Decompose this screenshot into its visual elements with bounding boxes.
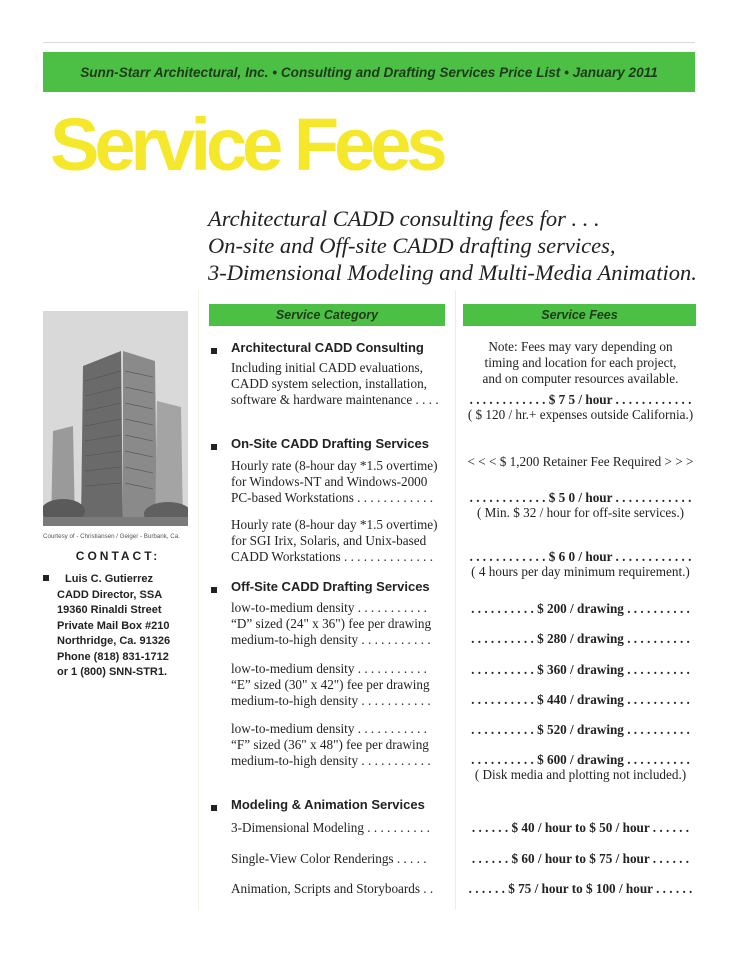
density-high: medium-to-high density . . . . . . . . . . . xyxy=(231,632,431,647)
contact-heading: CONTACT: xyxy=(75,549,161,563)
subtitle-line: On-site and Off-site CADD drafting services, xyxy=(208,233,616,258)
modeling-item-fee: . . . . . . $ 40 / hour to $ 50 / hour . . . . . . xyxy=(471,820,690,835)
contact-line: CADD Director, SSA xyxy=(57,588,163,601)
density-high: medium-to-high density . . . . . . . . . . . xyxy=(231,693,431,708)
header-banner: Sunn-Starr Architectural, Inc. • Consulting and Drafting Services Price List • January 2011 xyxy=(43,52,695,92)
consulting-description xyxy=(231,360,439,408)
column-divider xyxy=(455,290,456,910)
contact-line: Private Mail Box #210 xyxy=(57,619,170,632)
contact-line: 19360 Rinaldi Street xyxy=(57,604,162,616)
note-line: timing and location for each project, xyxy=(484,355,677,370)
description-line: Hourly rate (8-hour day *1.5 overtime) xyxy=(231,517,438,532)
description-line: Including initial CADD evaluations, xyxy=(231,360,423,375)
contact-phone: or 1 (800) SNN-STR1. xyxy=(57,666,168,678)
bullet-icon xyxy=(211,805,217,811)
animation-item-label: Animation, Scripts and Storyboards . . xyxy=(231,881,434,896)
section-heading-modeling: Modeling & Animation Services xyxy=(231,797,425,812)
photo-credit: Courtesy of - Christiansen / Geiger - Burbank, Ca. xyxy=(43,533,180,540)
modeling-item-label: 3-Dimensional Modeling . . . . . . . . . . xyxy=(231,820,430,835)
description-line: for SGI Irix, Solaris, and Unix-based xyxy=(231,533,427,548)
fee-f-high: . . . . . . . . . . $ 600 / drawing . . . . . . . . . . xyxy=(471,752,690,767)
onsite-pc-description xyxy=(231,458,438,506)
fee-e-high: . . . . . . . . . . $ 440 / drawing . . . . . . . . . . xyxy=(471,692,690,707)
contact-line: Northridge, Ca. 91326 xyxy=(57,635,171,647)
fee-e-low: . . . . . . . . . . $ 360 / drawing . . . . . . . . . . xyxy=(471,662,690,677)
fee-d-high: . . . . . . . . . . $ 280 / drawing . . . . . . . . . . xyxy=(471,631,690,646)
description-line: CADD system selection, installation, xyxy=(231,376,427,391)
fee-d-low: . . . . . . . . . . $ 200 / drawing . . . . . . . . . . xyxy=(471,601,690,616)
column-divider xyxy=(198,290,199,910)
fees-note xyxy=(463,339,698,387)
sheet-size: “E” sized (30" x 42") fee per drawing xyxy=(231,677,430,692)
note-line: Note: Fees may vary depending on xyxy=(488,339,673,354)
section-heading-onsite: On-Site CADD Drafting Services xyxy=(231,436,429,451)
animation-item-fee: . . . . . . $ 75 / hour to $ 100 / hour . . . . . . xyxy=(468,881,693,896)
description-line: CADD Workstations . . . . . . . . . . . . . . xyxy=(231,549,434,564)
section-heading-offsite: Off-Site CADD Drafting Services xyxy=(231,579,430,594)
offsite-d-size xyxy=(231,600,431,648)
fee-f-low: . . . . . . . . . . $ 520 / drawing . . . . . . . . . . xyxy=(471,722,690,737)
fee-note-onsite-unix: ( 4 hours per day minimum requirement.) xyxy=(471,564,690,579)
building-photo xyxy=(43,311,188,526)
rendering-item-label: Single-View Color Renderings . . . . . xyxy=(231,851,427,866)
top-rule xyxy=(43,42,695,43)
fee-onsite-pc: . . . . . . . . . . . . $ 5 0 / hour . . . . . . . . . . . . xyxy=(469,490,692,505)
retainer-fee: < < < $ 1,200 Retainer Fee Required > > > xyxy=(467,454,694,469)
fee-note-offsite: ( Disk media and plotting not included.) xyxy=(474,767,687,782)
offsite-f-size xyxy=(231,721,431,769)
density-low: low-to-medium density . . . . . . . . . . . xyxy=(231,661,427,676)
fee-note-onsite-pc: ( Min. $ 32 / hour for off-site services.) xyxy=(476,505,685,520)
rendering-item-fee: . . . . . . $ 60 / hour to $ 75 / hour . . . . . . xyxy=(471,851,690,866)
contact-phone: Phone (818) 831-1712 xyxy=(57,650,169,663)
page-title: Service Fees xyxy=(50,103,443,186)
density-high: medium-to-high density . . . . . . . . . . . xyxy=(231,753,431,768)
sheet-size: “D” sized (24" x 36") fee per drawing xyxy=(231,616,432,631)
density-low: low-to-medium density . . . . . . . . . . . xyxy=(231,721,427,736)
subtitle-line: 3-Dimensional Modeling and Multi-Media Animation. xyxy=(208,260,697,285)
density-low: low-to-medium density . . . . . . . . . . . xyxy=(231,600,427,615)
bullet-icon xyxy=(211,587,217,593)
description-line: Hourly rate (8-hour day *1.5 overtime) xyxy=(231,458,438,473)
fee-note-consulting: ( $ 120 / hr.+ expenses outside California.) xyxy=(467,407,694,422)
description-line: for Windows-NT and Windows-2000 xyxy=(231,474,428,489)
description-line: PC-based Workstations . . . . . . . . . . . . xyxy=(231,490,433,505)
bullet-icon xyxy=(211,444,217,450)
onsite-unix-description xyxy=(231,517,438,565)
fee-onsite-unix: . . . . . . . . . . . . $ 6 0 / hour . . . . . . . . . . . . xyxy=(469,549,692,564)
contact-name: Luis C. Gutierrez xyxy=(65,573,154,585)
offsite-e-size xyxy=(231,661,431,709)
subtitle xyxy=(208,205,697,286)
section-heading-consulting: Architectural CADD Consulting xyxy=(231,340,424,355)
subtitle-line: Architectural CADD consulting fees for . . . xyxy=(208,206,600,231)
sheet-size: “F” sized (36" x 48") fee per drawing xyxy=(231,737,429,752)
fee-consulting: . . . . . . . . . . . . $ 7 5 / hour . . . . . . . . . . . . xyxy=(469,392,692,407)
note-line: and on computer resources available. xyxy=(482,371,679,386)
description-line: software & hardware maintenance . . . . xyxy=(231,392,439,407)
column-header-fees: Service Fees xyxy=(463,304,696,326)
bullet-icon xyxy=(211,348,217,354)
bullet-icon xyxy=(43,575,49,581)
column-header-category: Service Category xyxy=(209,304,445,326)
